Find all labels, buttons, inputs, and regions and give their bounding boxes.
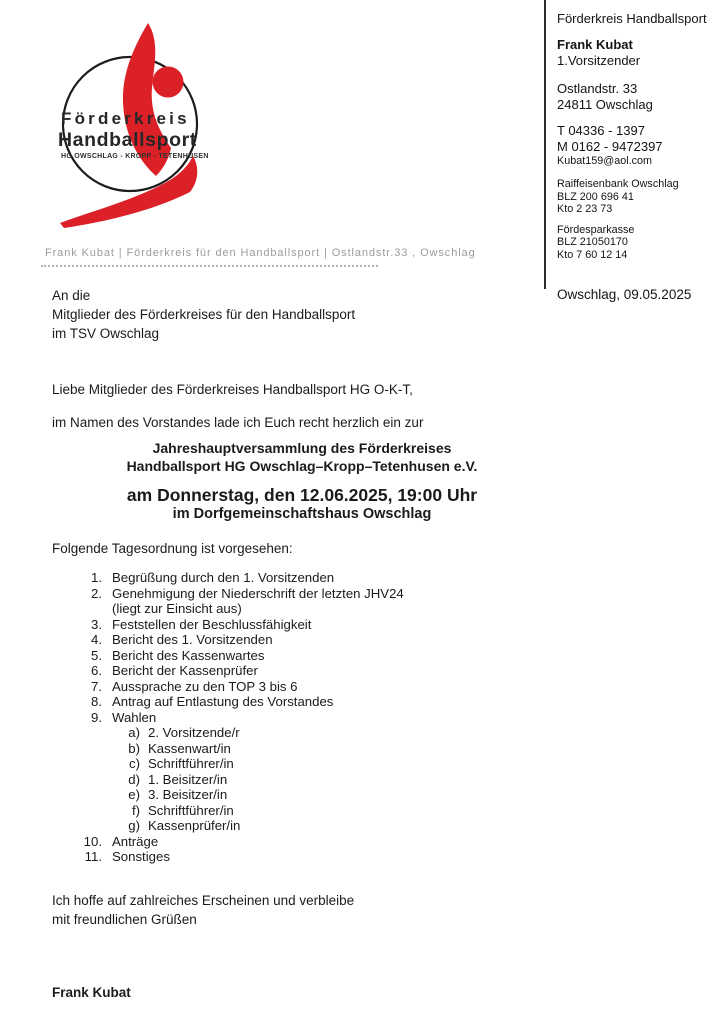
agenda-item xyxy=(52,586,552,617)
agenda-item-text: Antrag auf Entlastung des Vorstandes xyxy=(112,694,334,709)
sidebar-bank1-block xyxy=(557,178,709,216)
recipient-line-1: An die xyxy=(52,288,91,303)
agenda-item-text: Wahlen xyxy=(112,709,157,725)
bank2-kto: Kto 7 60 12 14 xyxy=(557,248,628,261)
sidebar-bank2-block xyxy=(557,224,709,262)
agenda-item-text-line: Genehmigung der Niederschrift der letzten JHV24 xyxy=(112,585,404,601)
agenda-item xyxy=(52,617,552,633)
signature-name: Frank Kubat xyxy=(52,984,131,1000)
sidebar-phone-block xyxy=(557,123,709,168)
sidebar-name-block xyxy=(557,37,709,69)
agenda-item xyxy=(52,679,552,695)
bank2-blz: BLZ 21050170 xyxy=(557,236,628,249)
agenda-item-number: 4. xyxy=(91,632,102,647)
agenda-item xyxy=(52,570,552,586)
agenda-sub-item-letter: c) xyxy=(129,756,140,771)
event-title-line-2: Handballsport HG Owschlag–Kropp–Tetenhusen e.V. xyxy=(126,457,478,474)
agenda-sub-item xyxy=(52,741,552,757)
sidebar-city: 24811 Owschlag xyxy=(557,97,653,112)
sidebar-address-block xyxy=(557,81,709,113)
agenda-item-text: Bericht des Kassenwartes xyxy=(112,647,265,663)
agenda-item-number: 10. xyxy=(83,833,102,849)
closing-line-1: Ich hoffe auf zahlreiches Erscheinen und verbleibe xyxy=(52,892,355,908)
agenda-item-note: (liegt zur Einsicht aus) xyxy=(112,601,242,616)
recipient-line-3: im TSV Owschlag xyxy=(52,326,160,341)
sidebar-org: Förderkreis Handballsport xyxy=(557,11,707,26)
agenda-item-number: 8. xyxy=(91,694,102,709)
logo-title-line2: Handballsport xyxy=(58,129,197,151)
club-logo xyxy=(40,10,255,242)
sidebar-contact-role: 1.Vorsitzender xyxy=(557,53,641,68)
sidebar-mobile: M 0162 - 9472397 xyxy=(557,139,663,154)
agenda-item-text: Begrüßung durch den 1. Vorsitzenden xyxy=(112,570,335,585)
agenda-item-text: Anträge xyxy=(112,833,159,849)
sidebar-street: Ostlandstr. 33 xyxy=(557,81,638,96)
agenda-item xyxy=(52,710,552,726)
agenda-item xyxy=(52,849,552,865)
bank1-kto: Kto 2 23 73 xyxy=(557,203,613,216)
agenda-item xyxy=(52,834,552,850)
agenda-item xyxy=(52,648,552,664)
event-datetime: am Donnerstag, den 12.06.2025, 19:00 Uhr xyxy=(126,485,478,505)
agenda-sub-item-letter: b) xyxy=(128,740,140,756)
agenda-item-number: 6. xyxy=(91,663,102,678)
sidebar-email: Kubat159@aol.com xyxy=(557,155,652,167)
agenda-sub-item xyxy=(52,787,552,803)
agenda-sub-item-letter: d) xyxy=(128,771,140,787)
agenda-sub-item-letter: f) xyxy=(131,802,140,818)
agenda-item xyxy=(52,694,552,710)
agenda-sub-item-text: Schriftführer/in xyxy=(148,802,234,818)
contact-sidebar xyxy=(557,11,709,270)
agenda-sub-item-letter: a) xyxy=(128,725,140,740)
sidebar-divider-line xyxy=(544,0,546,289)
agenda-sub-item-text: 2. Vorsitzende/r xyxy=(148,725,240,740)
bank1-blz: BLZ 200 696 41 xyxy=(557,190,634,203)
agenda-item-text: Bericht des 1. Vorsitzenden xyxy=(112,632,273,647)
logo-handball-icon xyxy=(153,67,184,98)
letter-date: Owschlag, 09.05.2025 xyxy=(557,287,692,302)
recipient-block xyxy=(52,286,552,343)
sidebar-phone: T 04336 - 1397 xyxy=(557,123,645,138)
agenda-item-number: 2. xyxy=(91,585,102,601)
agenda-item-text: Sonstiges xyxy=(112,849,170,864)
event-title xyxy=(52,440,552,475)
closing-block xyxy=(52,891,552,929)
agenda-item-text xyxy=(112,586,552,617)
agenda-label: Folgende Tagesordnung ist vorgesehen: xyxy=(52,541,293,556)
agenda-sub-item xyxy=(52,756,552,772)
agenda-sub-item-text: Kassenwart/in xyxy=(148,740,231,756)
agenda-sub-item-text: Schriftführer/in xyxy=(148,756,234,771)
agenda-item xyxy=(52,663,552,679)
agenda-item-number: 1. xyxy=(91,570,102,585)
agenda-sub-item-text: 1. Beisitzer/in xyxy=(148,771,228,787)
event-title-line-1: Jahreshauptversammlung des Förderkreises xyxy=(152,440,452,456)
agenda-sub-item-text: Kassenprüfer/in xyxy=(148,818,241,833)
closing-line-2: mit freundlichen Grüßen xyxy=(52,911,197,927)
agenda-sub-item-letter: e) xyxy=(128,787,140,802)
agenda-item-number: 11. xyxy=(84,849,102,864)
agenda-item-number: 9. xyxy=(91,709,102,725)
agenda-sub-item-text: 3. Beisitzer/in xyxy=(148,787,228,802)
agenda-sub-item xyxy=(52,772,552,788)
event-location: im Dorfgemeinschaftshaus Owschlag xyxy=(172,506,432,522)
intro-line: im Namen des Vorstandes lade ich Euch recht herzlich ein zur xyxy=(52,415,424,430)
logo-title-line1: Förderkreis xyxy=(61,109,190,128)
agenda-list xyxy=(52,570,552,865)
agenda-item-number: 5. xyxy=(91,647,102,663)
letter-body xyxy=(52,286,552,1002)
recipient-line-2: Mitglieder des Förderkreises für den Handballsport xyxy=(52,307,356,322)
agenda-sub-item xyxy=(52,818,552,834)
sender-return-address: Frank Kubat | Förderkreis für den Handballsport | Ostlandstr.33 , Owschlag xyxy=(41,246,378,267)
bank1-name: Raiffeisenbank Owschlag xyxy=(557,178,679,190)
sidebar-contact-name: Frank Kubat xyxy=(557,37,633,52)
agenda-item-number: 3. xyxy=(91,616,102,632)
salutation: Liebe Mitglieder des Förderkreises Handballsport HG O-K-T, xyxy=(52,382,413,397)
agenda-item-number: 7. xyxy=(91,678,102,694)
agenda-sub-item-letter: g) xyxy=(128,818,140,833)
logo-subtitle: HG OWSCHLAG - KROPP - TETENHUSEN xyxy=(61,153,209,160)
agenda-item-text: Feststellen der Beschlussfähigkeit xyxy=(112,616,312,632)
agenda-item-text: Aussprache zu den TOP 3 bis 6 xyxy=(112,678,298,694)
agenda-sub-item xyxy=(52,803,552,819)
agenda-sub-item xyxy=(52,725,552,741)
bank2-name: Fördesparkasse xyxy=(557,223,635,236)
agenda-item xyxy=(52,632,552,648)
agenda-item-text: Bericht der Kassenprüfer xyxy=(112,663,258,678)
